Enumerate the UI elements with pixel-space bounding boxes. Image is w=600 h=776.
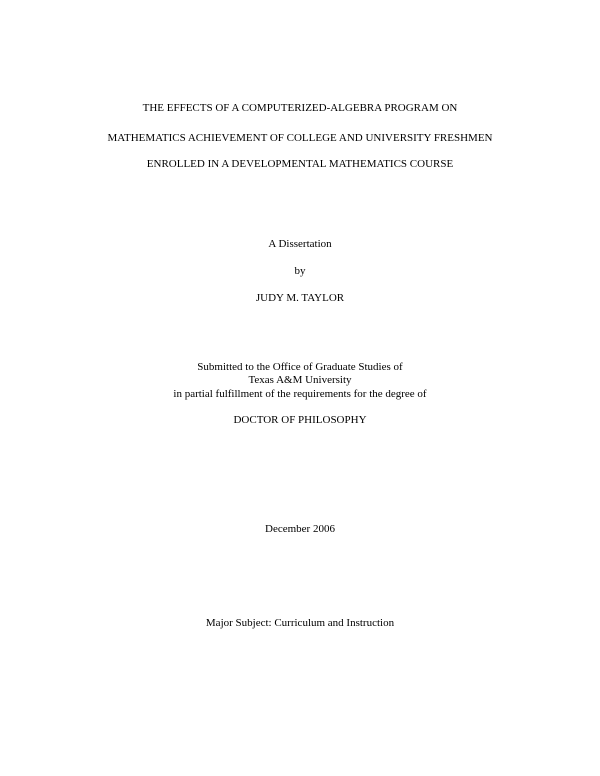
degree: DOCTOR OF PHILOSOPHY <box>233 414 367 426</box>
by-label: by <box>294 265 306 277</box>
title-line-1: THE EFFECTS OF A COMPUTERIZED-ALGEBRA PROGRAM ON <box>142 102 458 114</box>
major-subject: Major Subject: Curriculum and Instruction <box>205 617 395 629</box>
submission-line-3: in partial fulfillment of the requirements for the degree of <box>173 388 427 400</box>
date: December 2006 <box>265 523 335 535</box>
title-line-3: ENROLLED IN A DEVELOPMENTAL MATHEMATICS COURSE <box>146 158 454 170</box>
submission-line-1: Submitted to the Office of Graduate Studies of <box>197 361 403 373</box>
author-name: JUDY M. TAYLOR <box>255 292 345 304</box>
title-line-2: MATHEMATICS ACHIEVEMENT OF COLLEGE AND UNIVERSITY FRESHMEN <box>107 132 493 144</box>
document-type: A Dissertation <box>268 238 332 250</box>
submission-line-2: Texas A&M University <box>248 374 352 386</box>
